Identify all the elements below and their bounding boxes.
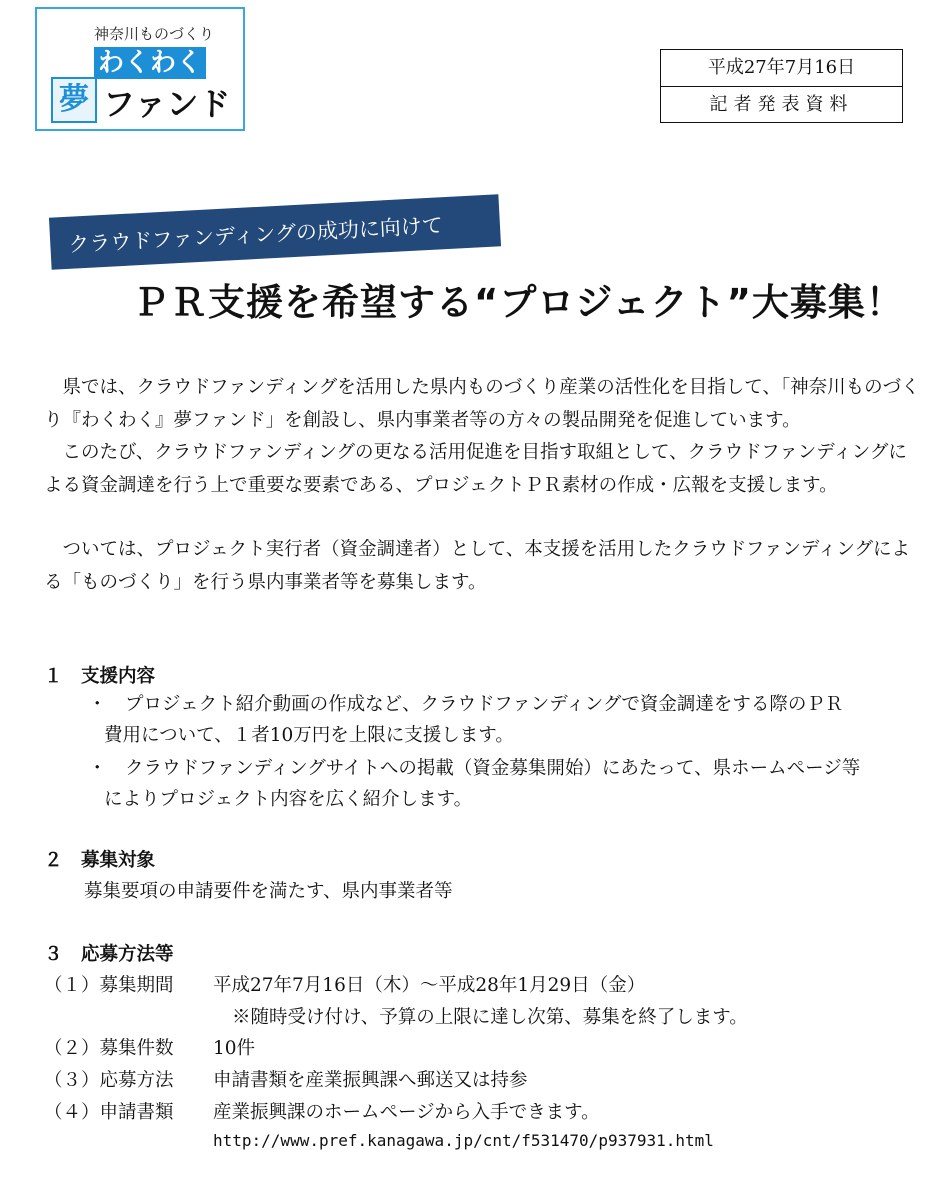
bullet-text: クラウドファンディングサイトへの掲載（資金募集開始）にあたって、県ホームページ等 bbox=[125, 758, 861, 779]
logo-dream-icon: 夢 bbox=[51, 77, 97, 123]
logo bbox=[35, 7, 245, 131]
section-heading: ３ 応募方法等 bbox=[44, 944, 174, 965]
bullet-text: によりプロジェクト内容を広く紹介します。 bbox=[104, 789, 473, 810]
item-value: 産業振興課のホームページから入手できます。 bbox=[213, 1102, 600, 1123]
intro-paragraph: 県では、クラウドファンディングを活用した県内ものづくり産業の活性化を目指して、「神奈川ものづくり『わくわく』夢ファンド」を創設し、県内事業者等の方々の製品開発を促進しています。 bbox=[44, 377, 920, 431]
item-label: （１）募集期間 bbox=[44, 975, 174, 996]
bullet-mark: ・ bbox=[88, 758, 107, 779]
application-url-link[interactable]: http://www.pref.kanagawa.jp/cnt/f531470/p937931.html bbox=[213, 1131, 714, 1150]
item-label: （２）募集件数 bbox=[44, 1038, 174, 1059]
logo-line3: ファンド bbox=[103, 85, 231, 123]
section-heading: ２ 募集対象 bbox=[44, 850, 156, 871]
section-text: 募集要項の申請要件を満たす、県内事業者等 bbox=[84, 881, 453, 902]
date: 平成27年7月16日 bbox=[707, 57, 856, 78]
section-heading: １ 支援内容 bbox=[44, 666, 156, 687]
logo-line1: 神奈川ものづくり bbox=[94, 25, 215, 43]
bullet-text: プロジェクト紹介動画の作成など、クラウドファンディングで資金調達をする際のＰＲ bbox=[125, 694, 844, 715]
bullet-text: 費用について、１者10万円を上限に支援します。 bbox=[104, 725, 514, 746]
banner: クラウドファンディングの成功に向けて bbox=[49, 194, 501, 269]
intro-paragraph: ついては、プロジェクト実行者（資金調達者）として、本支援を活用したクラウドファンディングによる「ものづくり」を行う県内事業者等を募集します。 bbox=[44, 539, 910, 593]
item-label: （３）応募方法 bbox=[44, 1070, 174, 1091]
date-box bbox=[660, 49, 903, 123]
bullet-mark: ・ bbox=[88, 694, 107, 715]
logo-line2: わくわく bbox=[94, 47, 206, 79]
doc-type: 記者発表資料 bbox=[661, 86, 902, 123]
item-label: （４）申請書類 bbox=[44, 1102, 174, 1123]
item-value: 申請書類を産業振興課へ郵送又は持参 bbox=[213, 1070, 528, 1091]
item-value: 平成27年7月16日（木）～平成28年1月29日（金） bbox=[213, 975, 646, 996]
page-title: ＰＲ支援を希望する“プロジェクト”大募集！ bbox=[132, 281, 904, 324]
item-value: 10件 bbox=[213, 1038, 256, 1059]
item-note: ※随時受け付け、予算の上限に達し次第、募集を終了します。 bbox=[232, 1007, 748, 1028]
intro-paragraph: このたび、クラウドファンディングの更なる活用促進を目指す取組として、クラウドファンディングによる資金調達を行う上で重要な要素である、プロジェクトＰＲ素材の作成・広報を支援します。 bbox=[44, 442, 907, 496]
